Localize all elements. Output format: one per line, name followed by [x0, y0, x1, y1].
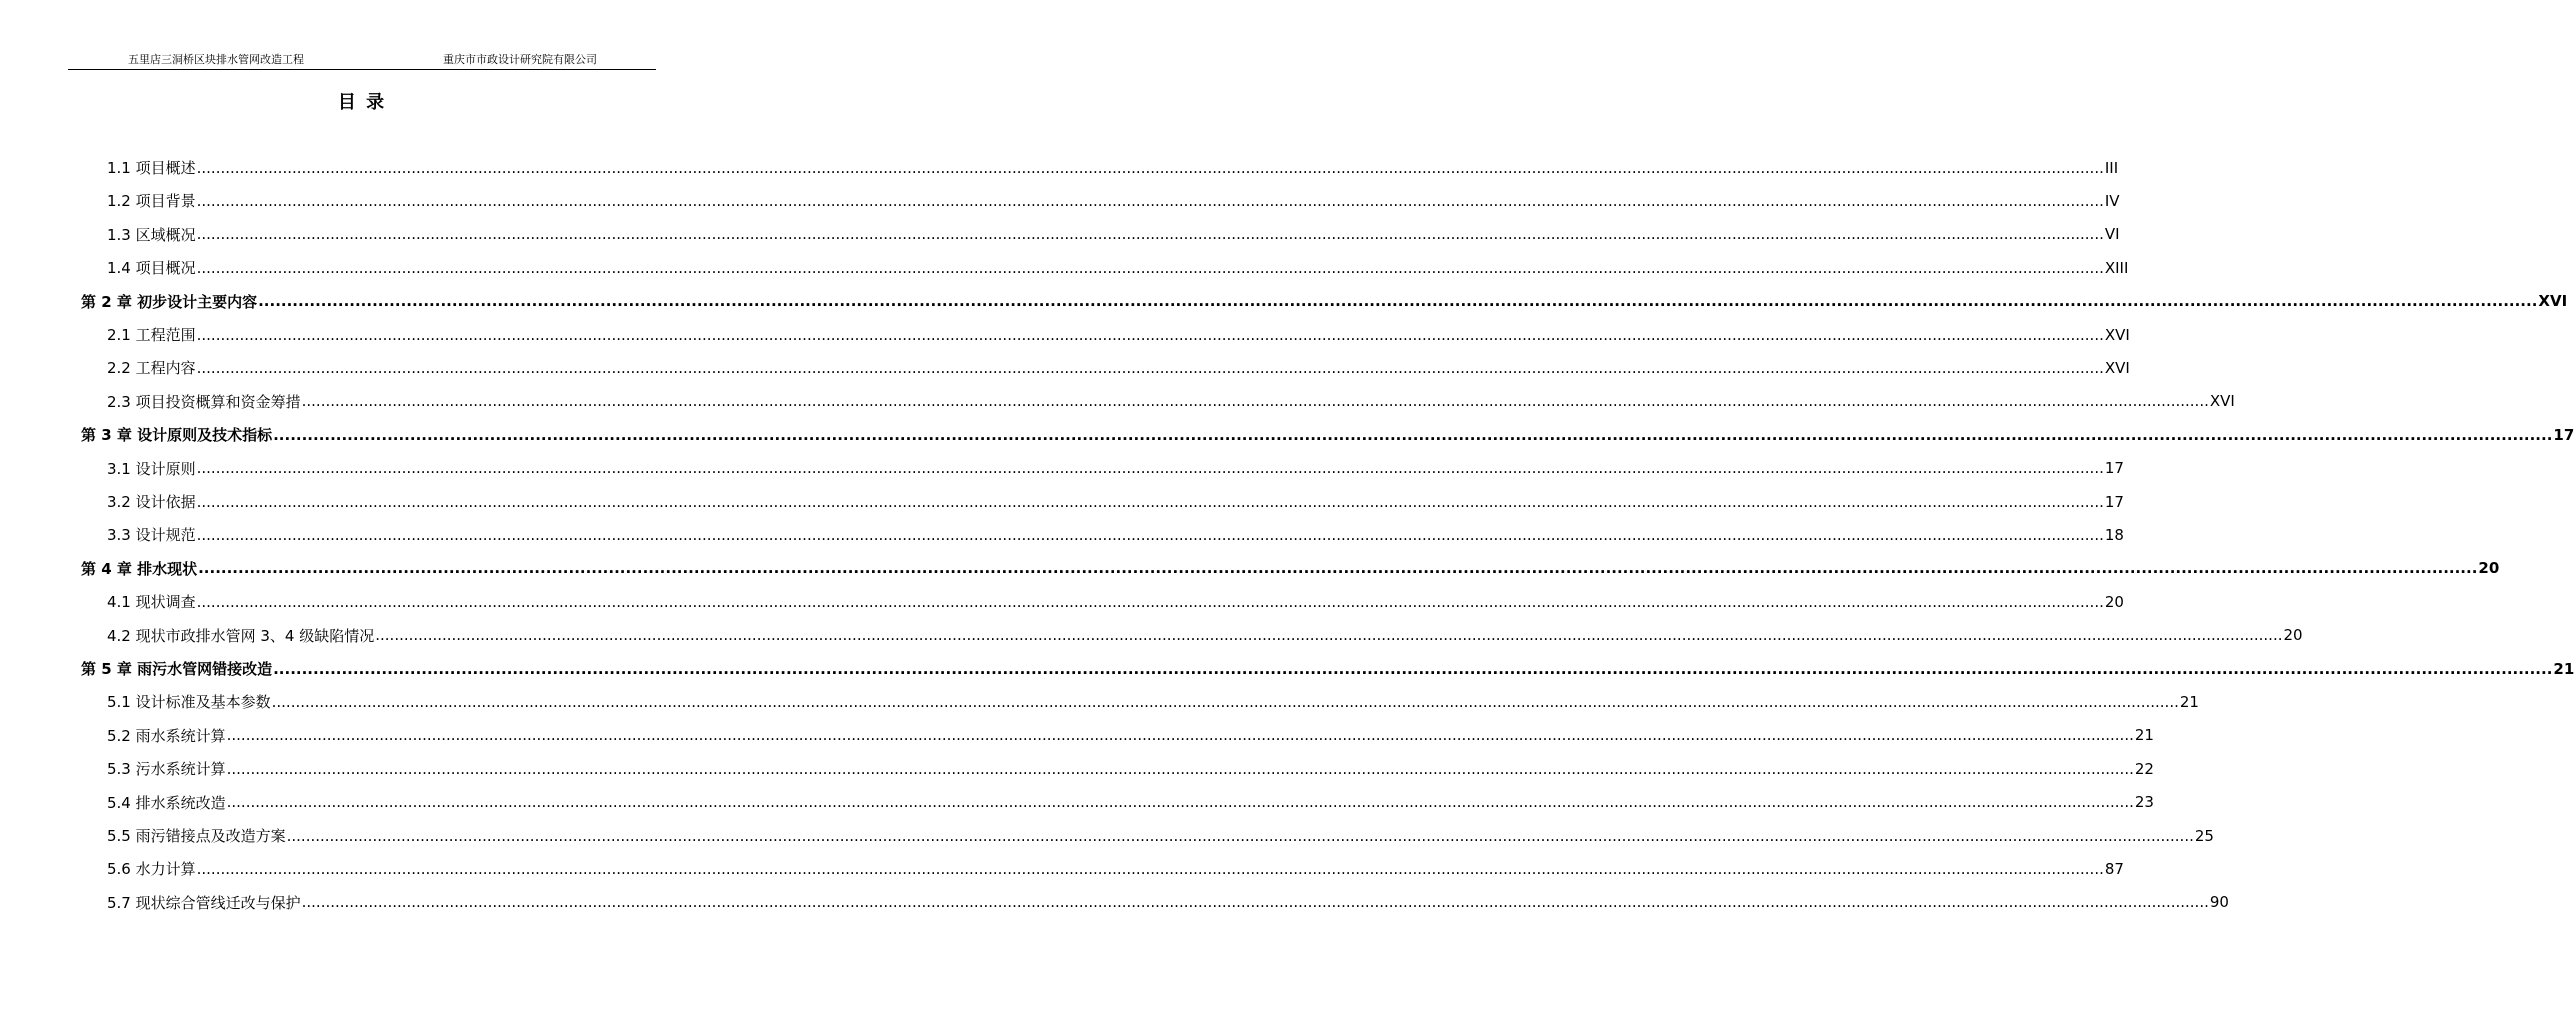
header-company-name: 重庆市市政设计研究院有限公司: [443, 53, 597, 66]
toc-page-number: 17: [2553, 425, 2574, 444]
toc-dot-leader: ................................................................................................................................................................................................................................................................................................................................................................................................................: [226, 726, 2134, 745]
toc-entry-label: 3.1 设计原则: [107, 459, 196, 478]
toc-entry-label: 5.1 设计标准及基本参数: [107, 693, 271, 712]
toc-chapter-entry[interactable]: [81, 418, 2574, 451]
toc-entry-label: 2.1 工程范围: [107, 326, 196, 344]
toc-chapter-entry[interactable]: [81, 285, 2568, 318]
toc-section-entry[interactable]: [107, 218, 2120, 251]
toc-dot-leader: ................................................................................................................................................................................................................................................................................................................................................................................................................: [196, 258, 2104, 277]
toc-page-number: 20: [2104, 592, 2124, 611]
toc-section-entry[interactable]: [107, 184, 2120, 217]
toc-page-number: XVI: [2104, 358, 2130, 377]
toc-dot-leader: ................................................................................................................................................................................................................................................................................................................................................................................................................: [226, 759, 2134, 778]
toc-section-entry[interactable]: [107, 351, 2130, 384]
toc-entry-label: 1.3 区域概况: [107, 225, 196, 244]
toc-page-number: 20: [2283, 626, 2303, 645]
toc-page-number: 20: [2478, 559, 2500, 578]
toc-dot-leader: ................................................................................................................................................................................................................................................................................................................................................................................................................: [198, 559, 2478, 578]
toc-entry-label: 第 4 章 排水现状: [81, 559, 198, 578]
toc-section-entry[interactable]: [107, 685, 2199, 718]
toc-page-number: 18: [2104, 525, 2124, 544]
toc-section-entry[interactable]: [107, 385, 2235, 418]
toc-page-number: 23: [2134, 793, 2154, 812]
toc-page-number: 17: [2104, 459, 2124, 478]
toc-entry-label: 1.1 项目概述: [107, 159, 196, 177]
toc-section-entry[interactable]: [107, 485, 2124, 518]
toc-page-number: XVI: [2104, 325, 2130, 344]
toc-entry-label: 3.2 设计依据: [107, 493, 196, 511]
toc-section-entry[interactable]: [107, 585, 2124, 618]
toc-chapter-entry[interactable]: [81, 652, 2574, 685]
toc-page-number: 21: [2553, 659, 2574, 678]
toc-chapter-entry[interactable]: [81, 552, 2500, 585]
toc-page-number: IV: [2104, 191, 2120, 210]
toc-entry-label: 第 5 章 雨污水管网错接改造: [81, 660, 273, 678]
toc-section-entry[interactable]: [107, 819, 2214, 852]
toc-entry-label: 5.5 雨污错接点及改造方案: [107, 827, 286, 845]
toc-dot-leader: ................................................................................................................................................................................................................................................................................................................................................................................................................: [196, 859, 2104, 878]
toc-dot-leader: ................................................................................................................................................................................................................................................................................................................................................................................................................: [196, 225, 2104, 244]
toc-entry-label: 5.7 现状综合管线迁改与保护: [107, 893, 301, 912]
toc-section-entry[interactable]: [107, 886, 2229, 919]
toc-entry-label: 3.3 设计规范: [107, 526, 196, 545]
toc-dot-leader: ................................................................................................................................................................................................................................................................................................................................................................................................................: [258, 292, 2538, 311]
toc-page-number: 21: [2134, 726, 2154, 745]
toc-dot-leader: ................................................................................................................................................................................................................................................................................................................................................................................................................: [301, 893, 2209, 912]
toc-dot-leader: ................................................................................................................................................................................................................................................................................................................................................................................................................: [273, 659, 2553, 678]
toc-section-entry[interactable]: [107, 619, 2303, 652]
toc-dot-leader: ................................................................................................................................................................................................................................................................................................................................................................................................................: [286, 826, 2194, 845]
toc-dot-leader: ................................................................................................................................................................................................................................................................................................................................................................................................................: [226, 793, 2134, 812]
toc-entry-label: 5.3 污水系统计算: [107, 760, 226, 779]
toc-page-number: XVI: [2538, 292, 2568, 311]
toc-entry-label: 5.6 水力计算: [107, 860, 196, 879]
toc-section-entry[interactable]: [107, 318, 2130, 351]
toc-page-number: XVI: [2209, 392, 2235, 411]
toc-dot-leader: ................................................................................................................................................................................................................................................................................................................................................................................................................: [196, 525, 2104, 544]
toc-section-entry[interactable]: [107, 719, 2154, 752]
toc-section-entry[interactable]: [107, 151, 2119, 184]
toc-dot-leader: ................................................................................................................................................................................................................................................................................................................................................................................................................: [196, 492, 2104, 511]
toc-entry-label: 1.2 项目背景: [107, 192, 196, 211]
toc-dot-leader: ................................................................................................................................................................................................................................................................................................................................................................................................................: [196, 358, 2104, 377]
toc-dot-leader: ................................................................................................................................................................................................................................................................................................................................................................................................................: [273, 425, 2553, 444]
toc-page-number: 90: [2209, 893, 2229, 912]
toc-section-entry[interactable]: [107, 251, 2129, 284]
toc-entry-label: 第 3 章 设计原则及技术指标: [81, 426, 273, 445]
toc-page-number: VI: [2104, 225, 2120, 244]
toc-entry-label: 5.4 排水系统改造: [107, 793, 226, 812]
toc-section-entry[interactable]: [107, 786, 2154, 819]
toc-dot-leader: ................................................................................................................................................................................................................................................................................................................................................................................................................: [196, 191, 2104, 210]
toc-entry-label: 2.2 工程内容: [107, 359, 196, 378]
toc-dot-leader: ................................................................................................................................................................................................................................................................................................................................................................................................................: [196, 592, 2104, 611]
toc-dot-leader: ................................................................................................................................................................................................................................................................................................................................................................................................................: [196, 158, 2104, 177]
toc-page-number: 25: [2194, 826, 2214, 845]
toc-page-number: 17: [2104, 492, 2124, 511]
toc-section-entry[interactable]: [107, 518, 2124, 551]
toc-dot-leader: ................................................................................................................................................................................................................................................................................................................................................................................................................: [196, 459, 2104, 478]
toc-entry-label: 1.4 项目概况: [107, 259, 196, 278]
toc-page-number: 21: [2179, 692, 2199, 711]
toc-title: 目 录: [337, 92, 387, 113]
page-header: [68, 52, 656, 70]
toc-entry-label: 第 2 章 初步设计主要内容: [81, 292, 258, 311]
toc-page-number: III: [2104, 158, 2119, 177]
toc-dot-leader: ................................................................................................................................................................................................................................................................................................................................................................................................................: [271, 692, 2179, 711]
toc-section-entry[interactable]: [107, 752, 2154, 785]
toc-page-number: 22: [2134, 759, 2154, 778]
toc-page-number: 87: [2104, 859, 2124, 878]
toc-entry-label: 5.2 雨水系统计算: [107, 726, 226, 745]
toc-section-entry[interactable]: [107, 452, 2124, 485]
toc-section-entry[interactable]: [107, 852, 2124, 885]
toc-entry-label: 4.2 现状市政排水管网 3、4 级缺陷情况: [107, 626, 375, 645]
toc-entry-label: 4.1 现状调查: [107, 593, 196, 612]
toc-dot-leader: ................................................................................................................................................................................................................................................................................................................................................................................................................: [301, 392, 2209, 411]
toc-entry-label: 2.3 项目投资概算和资金筹措: [107, 392, 301, 411]
toc-dot-leader: ................................................................................................................................................................................................................................................................................................................................................................................................................: [196, 325, 2104, 344]
toc-page-number: XIII: [2104, 258, 2129, 277]
header-project-name: 五里店三洞桥区块排水管网改造工程: [128, 53, 304, 66]
toc-dot-leader: ................................................................................................................................................................................................................................................................................................................................................................................................................: [375, 626, 2283, 645]
